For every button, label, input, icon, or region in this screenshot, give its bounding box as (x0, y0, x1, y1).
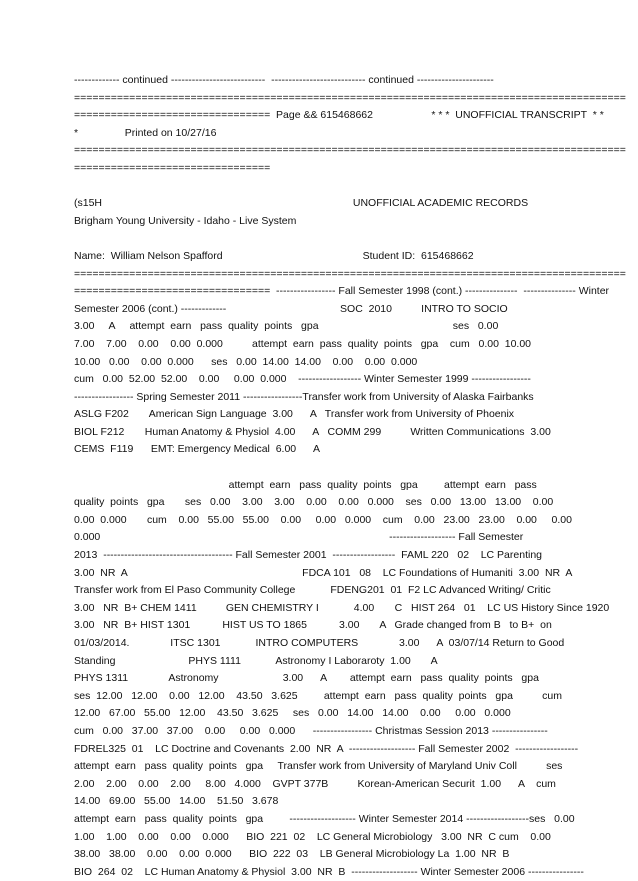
text-line: 14.00 69.00 55.00 14.00 51.50 3.678 (74, 795, 279, 808)
text-line: cum 0.00 52.00 52.00 0.00 0.00 0.000 ------------------ Winter Semester 1999 ----------------- (74, 373, 531, 386)
blank-line (74, 178, 566, 196)
page-header-line: ================================ Page && 615468662 * * * UNOFFICIAL TRANSCRIPT * * (74, 109, 604, 122)
printed-date-line: * Printed on 10/27/16 (74, 126, 217, 139)
text-line: BIO 264 02 LC Human Anatomy & Physiol 3.00 NR B ------------------- Winter Semester 2006 ---------------- (74, 865, 584, 878)
text-line: ----------------- Spring Semester 2011 -----------------Transfer work from University of Alaska Fairbanks (74, 390, 534, 403)
text-line: attempt earn pass quality points gpa ------------------- Winter Semester 2014 ------------------ses 0.00 (74, 812, 575, 825)
text-line: attempt earn pass quality points gpa Transfer work from University of Maryland Univ Coll ses (74, 760, 563, 773)
text-line: ASLG F202 American Sign Language 3.00 A Transfer work from University of Phoenix (74, 408, 515, 421)
student-info-line: Name: William Nelson Spafford Student ID: 615468662 (74, 249, 474, 262)
text-line: Transfer work from El Paso Community College FDENG201 01 F2 LC Advanced Writing/ Critic (74, 584, 551, 597)
blank-line (74, 230, 566, 248)
text-line: 01/03/2014. ITSC 1301 INTRO COMPUTERS 3.00 A 03/07/14 Return to Good (74, 637, 565, 649)
transcript-page (74, 72, 626, 881)
text-line: FDREL325 01 LC Doctrine and Covenants 2.00 NR A ------------------- Fall Semester 2002 ------------------ (74, 742, 579, 755)
text-line: quality points gpa ses 0.00 3.00 3.00 0.00 0.00 0.000 ses 0.00 13.00 13.00 0.00 (74, 496, 554, 509)
separator-line: ========================================================================================== (74, 267, 626, 280)
separator-line: ========================================================================================== (74, 91, 626, 104)
text-line: 3.00 A attempt earn pass quality points gpa ses 0.00 (74, 320, 499, 333)
record-title-line: (s15H UNOFFICIAL ACADEMIC RECORDS (74, 197, 529, 210)
text-line: CEMS F119 EMT: Emergency Medical 6.00 A (74, 443, 321, 456)
text-line: ------------- continued --------------------------- --------------------------- continued ---------------------- (74, 74, 494, 86)
text-line: 2013 ------------------------------------- Fall Semester 2001 ------------------ FAML 220 02 LC Parenting (74, 549, 542, 562)
text-line: 0.00 0.000 cum 0.00 55.00 55.00 0.00 0.00 0.000 cum 0.00 23.00 23.00 0.00 0.00 (74, 513, 572, 526)
text-line: 38.00 38.00 0.00 0.00 0.000 BIO 222 03 LB General Microbiology La 1.00 NR B (74, 848, 510, 861)
text-line: 0.000 ------------------- Fall Semester (74, 531, 524, 544)
text-line: 3.00 NR B+ CHEM 1411 GEN CHEMISTRY I 4.00 C HIST 264 01 LC US History Since 1920 (74, 601, 610, 614)
text-line: ses 12.00 12.00 0.00 12.00 43.50 3.625 attempt earn pass quality points gpa cum (74, 689, 562, 702)
text-line: attempt earn pass quality points gpa attempt earn pass (74, 478, 537, 491)
text-line: cum 0.00 37.00 37.00 0.00 0.00 0.000 ----------------- Christmas Session 2013 ---------------- (74, 724, 548, 737)
text-line: Standing PHYS 1111 Astronomy I Laboraroty 1.00 A (74, 654, 438, 667)
text-line: 7.00 7.00 0.00 0.00 0.000 attempt earn pass quality points gpa cum 0.00 10.00 (74, 337, 532, 350)
text-line: ================================ ----------------- Fall Semester 1998 (cont.) --------------- --------------- Winter (74, 285, 610, 298)
text-line: PHYS 1311 Astronomy 3.00 A attempt earn pass quality points gpa (74, 672, 539, 685)
text-line: 2.00 2.00 0.00 2.00 8.00 4.000 GVPT 377B Korean-American Securit 1.00 A cum (74, 777, 556, 790)
text-line: 12.00 67.00 55.00 12.00 43.50 3.625 ses 0.00 14.00 14.00 0.00 0.00 0.000 (74, 707, 511, 720)
text-line: 10.00 0.00 0.00 0.000 ses 0.00 14.00 14.00 0.00 0.00 0.000 (74, 355, 418, 368)
separator-line: ========================================================================================== (74, 144, 626, 157)
separator-line: ================================ (74, 161, 271, 174)
text-line: Semester 2006 (cont.) ------------- SOC 2010 INTRO TO SOCIO (74, 302, 508, 315)
text-line: BIOL F212 Human Anatomy & Physiol 4.00 A COMM 299 Written Communications 3.00 (74, 425, 551, 438)
text-line: 3.00 NR B+ HIST 1301 HIST US TO 1865 3.00 A Grade changed from B to B+ on (74, 619, 552, 632)
text-line: 1.00 1.00 0.00 0.00 0.000 BIO 221 02 LC General Microbiology 3.00 NR C cum 0.00 (74, 830, 551, 843)
text-line: 3.00 NR A FDCA 101 08 LC Foundations of Humaniti 3.00 NR A (74, 566, 573, 579)
blank-line (74, 459, 566, 477)
institution-line: Brigham Young University - Idaho - Live System (74, 214, 297, 227)
